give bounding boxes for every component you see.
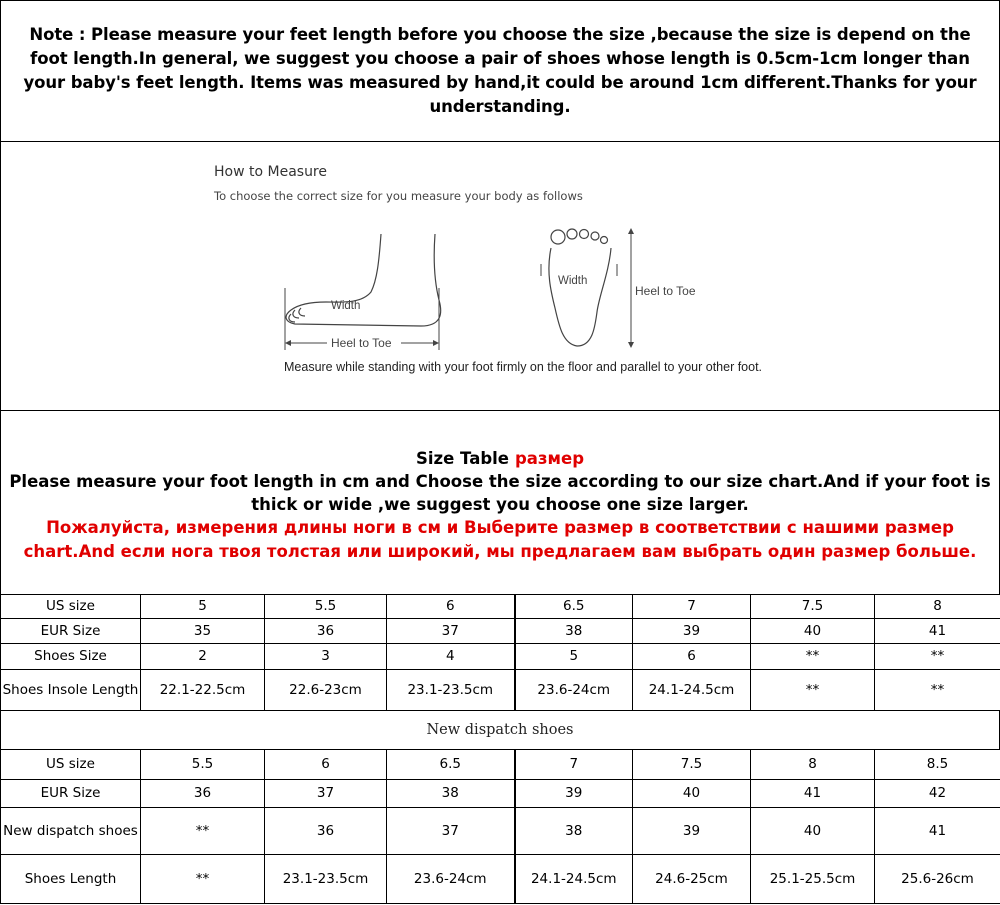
measure-subtitle: To choose the correct size for you measure your body as follows xyxy=(214,189,583,203)
table-cell: 5 xyxy=(141,595,265,619)
table-cell: 23.1-23.5cm xyxy=(387,670,515,711)
size-instruction-en: Please measure your foot length in cm and Choose the size according to our size chart.And if your foot is thick or wide ,we suggest you choose one size larger. xyxy=(9,472,991,514)
table-cell: 23.6-24cm xyxy=(515,670,633,711)
table-cell: 39 xyxy=(515,780,633,808)
size-table-title-ru: размер xyxy=(514,449,585,468)
table-cell: 37 xyxy=(387,619,515,644)
table-cell: 38 xyxy=(515,808,633,855)
side-foot-icon xyxy=(286,234,441,326)
table-cell: 36 xyxy=(141,780,265,808)
table-cell: 41 xyxy=(751,780,875,808)
table-cell: 3 xyxy=(265,644,387,670)
table-cell: 6 xyxy=(387,595,515,619)
size-instruction-ru: Пожалуйста, измерения длины ноги в см и Выберите размер в соответствии с нашими размер chart.And если нога твоя толстая или широкий, мы предлагаем вам выбрать один размер больше. xyxy=(23,518,977,561)
table-cell: 7 xyxy=(633,595,751,619)
size-table-title-row xyxy=(1,447,999,470)
row-label: Shoes Insole Length xyxy=(1,670,141,711)
table-cell: ** xyxy=(141,855,265,904)
size-table-title: Size Table xyxy=(415,449,509,468)
table-cell: 7 xyxy=(515,750,633,780)
table-cell: 8 xyxy=(875,595,1000,619)
row-label: US size xyxy=(1,595,141,619)
top-heel-label: Heel to Toe xyxy=(635,284,696,298)
table-cell: 7.5 xyxy=(751,595,875,619)
table-row xyxy=(1,670,1000,711)
table-cell: 23.6-24cm xyxy=(387,855,515,904)
table-cell: 42 xyxy=(875,780,1000,808)
top-foot-icon xyxy=(549,229,611,346)
row-label: Shoes Length xyxy=(1,855,141,904)
table-cell: 37 xyxy=(265,780,387,808)
table-cell: 2 xyxy=(141,644,265,670)
table-cell: 5.5 xyxy=(141,750,265,780)
dispatch-heading: New dispatch shoes xyxy=(0,710,1000,749)
table-cell: ** xyxy=(751,670,875,711)
table-cell: 24.1-24.5cm xyxy=(515,855,633,904)
top-arrow-down xyxy=(628,342,634,348)
table-cell: 38 xyxy=(515,619,633,644)
table-cell: 8 xyxy=(751,750,875,780)
measure-title: How to Measure xyxy=(214,164,327,180)
table-cell: 39 xyxy=(633,619,751,644)
table-row xyxy=(1,808,1000,855)
table-cell: 23.1-23.5cm xyxy=(265,855,387,904)
row-label: Shoes Size xyxy=(1,644,141,670)
size-table-2 xyxy=(0,749,1000,904)
table-cell: 38 xyxy=(387,780,515,808)
foot-measure-illustration xyxy=(271,222,711,352)
table-cell: 22.6-23cm xyxy=(265,670,387,711)
row-label: New dispatch shoes xyxy=(1,808,141,855)
row-label: EUR Size xyxy=(1,780,141,808)
table-cell: 35 xyxy=(141,619,265,644)
table-cell: 39 xyxy=(633,808,751,855)
how-to-measure-section xyxy=(0,141,1000,411)
table-cell: 41 xyxy=(875,808,1000,855)
side-arrow-head-right xyxy=(433,340,439,346)
table-cell: 5 xyxy=(515,644,633,670)
table-cell: 36 xyxy=(265,619,387,644)
table-cell: 36 xyxy=(265,808,387,855)
note-text: Note : Please measure your feet length before you choose the size ,because the size is depend on the foot length.In general, we suggest you choose a pair of shoes whose length is 0.5cm-1cm longer than your baby's feet length. Items was measured by hand,it could be around 1cm different.Thanks for your understanding. xyxy=(23,25,977,116)
table-cell: 6.5 xyxy=(515,595,633,619)
table-cell: 40 xyxy=(751,808,875,855)
table-cell: 40 xyxy=(751,619,875,644)
top-width-label: Width xyxy=(558,275,588,287)
table-cell: 41 xyxy=(875,619,1000,644)
table-cell: ** xyxy=(875,644,1000,670)
table-cell: ** xyxy=(875,670,1000,711)
table-row xyxy=(1,595,1000,619)
side-width-label: Width xyxy=(331,300,361,312)
table-cell: 24.1-24.5cm xyxy=(633,670,751,711)
table-row xyxy=(1,644,1000,670)
table-cell: 6 xyxy=(633,644,751,670)
table-cell: 8.5 xyxy=(875,750,1000,780)
table-row xyxy=(1,780,1000,808)
row-label: EUR Size xyxy=(1,619,141,644)
table-cell: ** xyxy=(141,808,265,855)
table-row xyxy=(1,750,1000,780)
note-section xyxy=(0,0,1000,142)
side-arrow-head-left xyxy=(285,340,291,346)
table-cell: 22.1-22.5cm xyxy=(141,670,265,711)
table-row xyxy=(1,619,1000,644)
table-cell: 24.6-25cm xyxy=(633,855,751,904)
table-cell: ** xyxy=(751,644,875,670)
table-row xyxy=(1,855,1000,904)
table-cell: 4 xyxy=(387,644,515,670)
measure-note: Measure while standing with your foot firmly on the floor and parallel to your other foot. xyxy=(284,360,763,374)
table-cell: 6.5 xyxy=(387,750,515,780)
size-table-header-section xyxy=(0,410,1000,595)
table-cell: 6 xyxy=(265,750,387,780)
top-arrow-up xyxy=(628,228,634,234)
table-cell: 40 xyxy=(633,780,751,808)
table-cell: 7.5 xyxy=(633,750,751,780)
table-cell: 25.6-26cm xyxy=(875,855,1000,904)
side-heel-label: Heel to Toe xyxy=(331,336,392,350)
table-cell: 37 xyxy=(387,808,515,855)
table-cell: 5.5 xyxy=(265,595,387,619)
table-cell: 25.1-25.5cm xyxy=(751,855,875,904)
size-table-1 xyxy=(0,594,1000,711)
row-label: US size xyxy=(1,750,141,780)
